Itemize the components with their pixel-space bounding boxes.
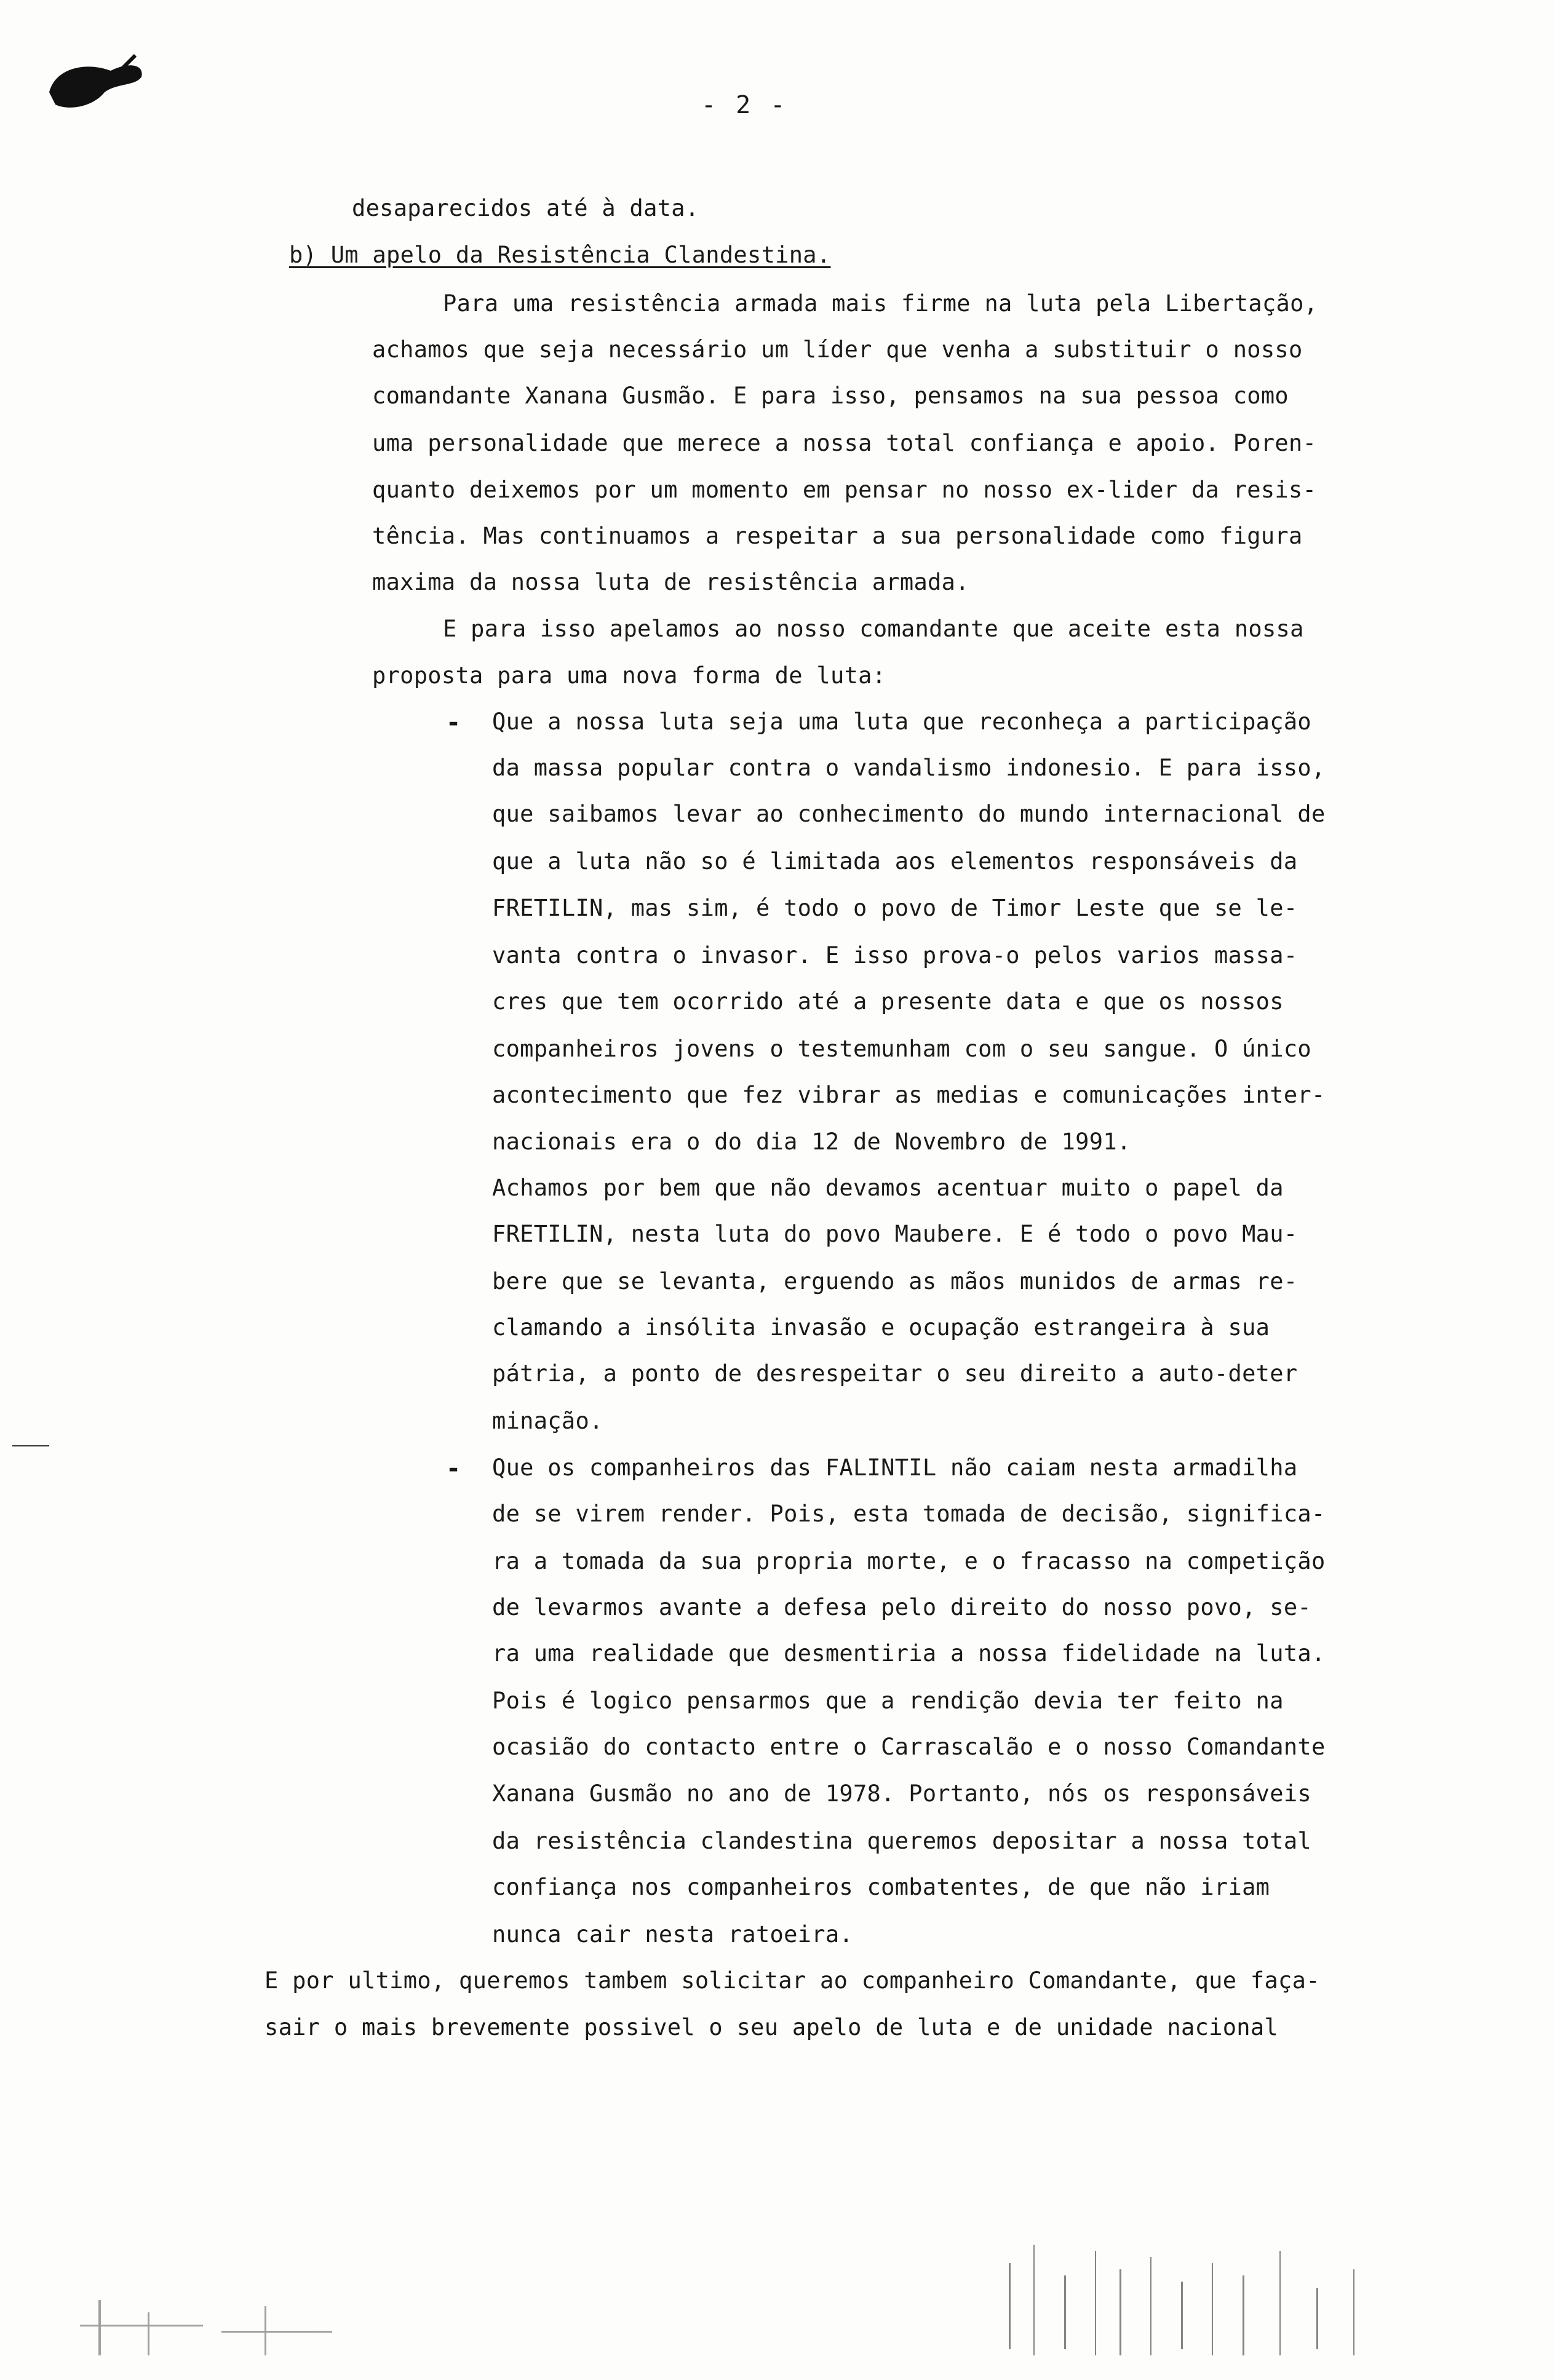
text-line: Xanana Gusmão no ano de 1978. Portanto, nós os responsáveis xyxy=(492,1780,1311,1807)
text-line: Que os companheiros das FALINTIL não caiam nesta armadilha xyxy=(492,1454,1298,1481)
text-line: da resistência clandestina queremos depositar a nossa total xyxy=(492,1828,1311,1854)
text-line: minação. xyxy=(492,1408,603,1434)
text-line: acontecimento que fez vibrar as medias e comunicações inter- xyxy=(492,1082,1326,1108)
text-line: FRETILIN, mas sim, é todo o povo de Timor Leste que se le- xyxy=(492,895,1298,921)
text-line: uma personalidade que merece a nossa total confiança e apoio. Poren- xyxy=(372,430,1317,456)
bullet-dash: - xyxy=(446,708,461,737)
text-line: FRETILIN, nesta luta do povo Maubere. E é todo o povo Mau- xyxy=(492,1221,1298,1247)
text-line: que saibamos levar ao conhecimento do mundo internacional de xyxy=(492,801,1326,827)
text-line: E por ultimo, queremos tambem solicitar ao companheiro Comandante, que faça- xyxy=(264,1967,1320,1994)
text-line: clamando a insólita invasão e ocupação estrangeira à sua xyxy=(492,1314,1270,1341)
text-line: desaparecidos até à data. xyxy=(352,195,699,221)
ink-blot-mark xyxy=(43,49,148,117)
text-line: ocasião do contacto entre o Carrascalão e o nosso Comandante xyxy=(492,1734,1326,1760)
margin-mark xyxy=(12,1445,49,1446)
section-heading: b) Um apelo da Resistência Clandestina. xyxy=(289,242,831,268)
text-line: de se virem render. Pois, esta tomada de decisão, significa- xyxy=(492,1501,1326,1527)
text-line: da massa popular contra o vandalismo indonesio. E para isso, xyxy=(492,755,1326,781)
text-line: quanto deixemos por um momento em pensar no nosso ex-lider da resis- xyxy=(372,477,1317,503)
text-line: ra uma realidade que desmentiria a nossa fidelidade na luta. xyxy=(492,1640,1326,1667)
text-line: pátria, a ponto de desrespeitar o seu direito a auto-deter xyxy=(492,1360,1298,1387)
text-line: achamos que seja necessário um líder que venha a substituir o nosso xyxy=(372,336,1303,363)
bullet-dash: - xyxy=(446,1454,461,1483)
text-line: vanta contra o invasor. E isso prova-o pelos varios massa- xyxy=(492,942,1298,969)
page-number: - 2 - xyxy=(701,91,788,119)
text-line: que a luta não so é limitada aos elementos responsáveis da xyxy=(492,848,1298,875)
text-line: bere que se levanta, erguendo as mãos munidos de armas re- xyxy=(492,1268,1298,1295)
text-line: Que a nossa luta seja uma luta que reconheça a participação xyxy=(492,708,1311,735)
text-line: confiança nos companheiros combatentes, de que não iriam xyxy=(492,1874,1270,1900)
text-line: cres que tem ocorrido até a presente data e que os nossos xyxy=(492,988,1284,1015)
text-line: maxima da nossa luta de resistência armada. xyxy=(372,569,969,595)
text-line: de levarmos avante a defesa pelo direito do nosso povo, se- xyxy=(492,1594,1311,1620)
text-line: E para isso apelamos ao nosso comandante que aceite esta nossa xyxy=(443,616,1304,642)
text-line: nacionais era o do dia 12 de Novembro de 1991. xyxy=(492,1129,1131,1155)
text-line: ra a tomada da sua propria morte, e o fracasso na competição xyxy=(492,1548,1326,1574)
text-line: sair o mais brevemente possivel o seu apelo de luta e de unidade nacional xyxy=(264,2014,1279,2041)
text-line: companheiros jovens o testemunham com o seu sangue. O único xyxy=(492,1036,1311,1062)
scan-noise xyxy=(62,2226,381,2368)
text-line: Achamos por bem que não devamos acentuar muito o papel da xyxy=(492,1175,1284,1201)
text-line: nunca cair nesta ratoeira. xyxy=(492,1921,853,1948)
text-line: proposta para uma nova forma de luta: xyxy=(372,662,886,689)
text-line: comandante Xanana Gusmão. E para isso, pensamos na sua pessoa como xyxy=(372,383,1289,409)
scan-noise xyxy=(935,2189,1464,2374)
text-line: Pois é logico pensarmos que a rendição devia ter feito na xyxy=(492,1688,1284,1714)
text-line: Para uma resistência armada mais firme na luta pela Libertação, xyxy=(443,290,1318,317)
text-line: tência. Mas continuamos a respeitar a sua personalidade como figura xyxy=(372,523,1303,549)
